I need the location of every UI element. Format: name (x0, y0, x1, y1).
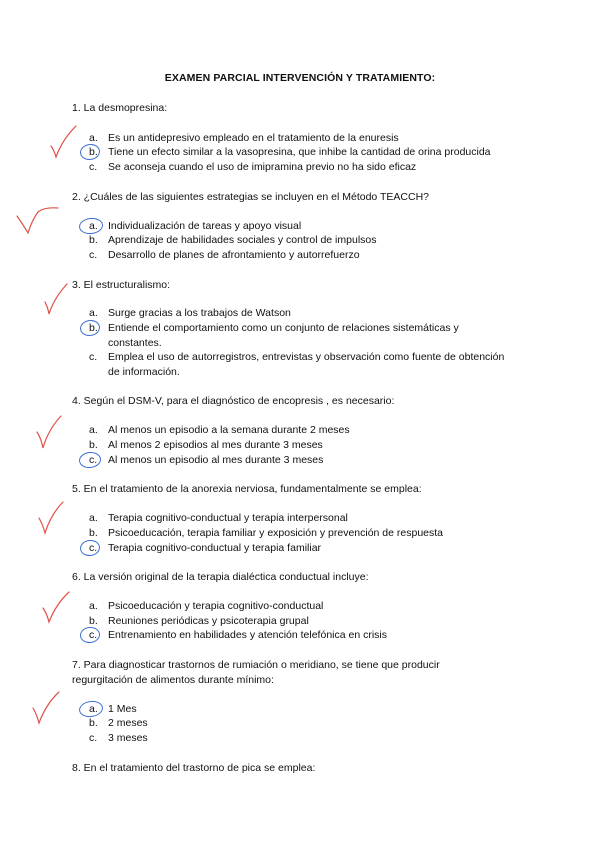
option-text-line-1: Emplea el uso de autorregistros, entrevistas y observación como fuente de obtención (108, 351, 505, 363)
option-letter: c. (89, 732, 98, 744)
option-letter: a. (89, 512, 98, 524)
option-letter: a. (89, 703, 98, 715)
q7-option-b (89, 716, 148, 731)
option-text: Entrenamiento en habilidades y atención telefónica en crisis (108, 629, 388, 641)
q3-option-c (89, 350, 504, 379)
q5-option-b (89, 526, 443, 541)
option-text: 3 meses (108, 732, 148, 744)
option-text (108, 321, 459, 350)
option-text: Surge gracias a los trabajos de Watson (108, 307, 291, 319)
q5-option-a (89, 511, 348, 526)
option-text: Al menos 2 episodios al mes durante 3 meses (108, 439, 323, 451)
option-text: Terapia cognitivo-conductual y terapia familiar (108, 542, 322, 554)
option-letter: a. (89, 307, 98, 319)
option-letter: b. (89, 322, 98, 334)
option-text: Individualización de tareas y apoyo visual (108, 220, 302, 232)
question-3: 3. El estructuralismo: (72, 279, 171, 291)
page-title: EXAMEN PARCIAL INTERVENCIÓN Y TRATAMIENTO: (164, 72, 436, 84)
option-letter: a. (89, 600, 98, 612)
check-mark-icon (40, 590, 72, 624)
option-text: Aprendizaje de habilidades sociales y control de impulsos (108, 234, 377, 246)
option-text (108, 350, 504, 379)
q4-option-a (89, 423, 350, 438)
check-mark-icon (14, 206, 60, 236)
q6-option-c (89, 628, 387, 643)
option-text-line-2: de información. (108, 365, 180, 378)
q6-option-b (89, 614, 309, 629)
option-text: 1 Mes (108, 703, 137, 715)
question-4: 4. Según el DSM-V, para el diagnóstico de encopresis , es necesario: (72, 395, 395, 407)
option-letter: b. (89, 717, 98, 729)
question-5: 5. En el tratamiento de la anorexia nerviosa, fundamentalmente se emplea: (72, 483, 422, 495)
option-letter: b. (89, 234, 98, 246)
option-text: Tiene un efecto similar a la vasopresina, que inhibe la cantidad de orina producida (108, 146, 491, 158)
option-text: Se aconseja cuando el uso de imipramina previo no ha sido eficaz (108, 161, 417, 173)
question-line-1: 7. Para diagnosticar trastornos de rumiación o meridiano, se tiene que producir (72, 659, 440, 671)
option-letter: b. (89, 527, 98, 539)
option-letter: c. (89, 542, 98, 554)
q2-option-b (89, 233, 377, 248)
option-letter: c. (89, 351, 98, 363)
q3-option-b (89, 321, 459, 350)
option-text: Reuniones periódicas y psicoterapia grupal (108, 615, 309, 627)
q3-option-a (89, 306, 291, 321)
q6-option-a (89, 599, 323, 614)
option-text: Psicoeducación, terapia familiar y exposición y prevención de respuesta (108, 527, 444, 539)
option-text-line-2: constantes. (108, 336, 162, 349)
option-letter: b. (89, 146, 98, 158)
option-text: Es un antidepresivo empleado en el tratamiento de la enuresis (108, 132, 399, 144)
q5-option-c (89, 541, 321, 556)
q1-option-b (89, 145, 491, 160)
option-letter: c. (89, 629, 98, 641)
q2-option-c (89, 248, 360, 263)
option-text: Al menos un episodio al mes durante 3 meses (108, 454, 324, 466)
q4-option-c (89, 453, 323, 468)
q4-option-b (89, 438, 323, 453)
option-text: Psicoeducación y terapia cognitivo-conductual (108, 600, 324, 612)
question-line-2: regurgitación de alimentos durante mínimo: (72, 673, 274, 686)
question-2: 2. ¿Cuáles de las siguientes estrategias se incluyen en el Método TEACCH? (72, 191, 429, 203)
question-6: 6. La versión original de la terapia dialéctica conductual incluye: (72, 571, 369, 583)
option-text: 2 meses (108, 717, 148, 729)
check-mark-icon (42, 282, 70, 316)
option-letter: b. (89, 615, 98, 627)
option-text: Al menos un episodio a la semana durante 2 meses (108, 424, 350, 436)
option-letter: c. (89, 249, 98, 261)
option-letter: a. (89, 132, 98, 144)
q7-option-c (89, 731, 148, 746)
q1-option-c (89, 160, 416, 175)
check-mark-icon (30, 690, 62, 726)
option-text-line-1: Entiende el comportamiento como un conjunto de relaciones sistemáticas y (108, 322, 459, 334)
question-8: 8. En el tratamiento del trastorno de pica se emplea: (72, 762, 316, 774)
check-mark-icon (34, 414, 64, 450)
check-mark-icon (48, 124, 78, 160)
option-letter: c. (89, 454, 98, 466)
check-mark-icon (36, 500, 66, 536)
option-letter: c. (89, 161, 98, 173)
option-letter: a. (89, 220, 98, 232)
option-letter: b. (89, 439, 98, 451)
option-text: Terapia cognitivo-conductual y terapia interpersonal (108, 512, 348, 524)
q2-option-a (89, 219, 301, 234)
q1-option-a (89, 131, 399, 146)
option-text: Desarrollo de planes de afrontamiento y autorrefuerzo (108, 249, 360, 261)
option-letter: a. (89, 424, 98, 436)
question-7 (72, 658, 542, 687)
question-1: 1. La desmopresina: (72, 102, 168, 114)
